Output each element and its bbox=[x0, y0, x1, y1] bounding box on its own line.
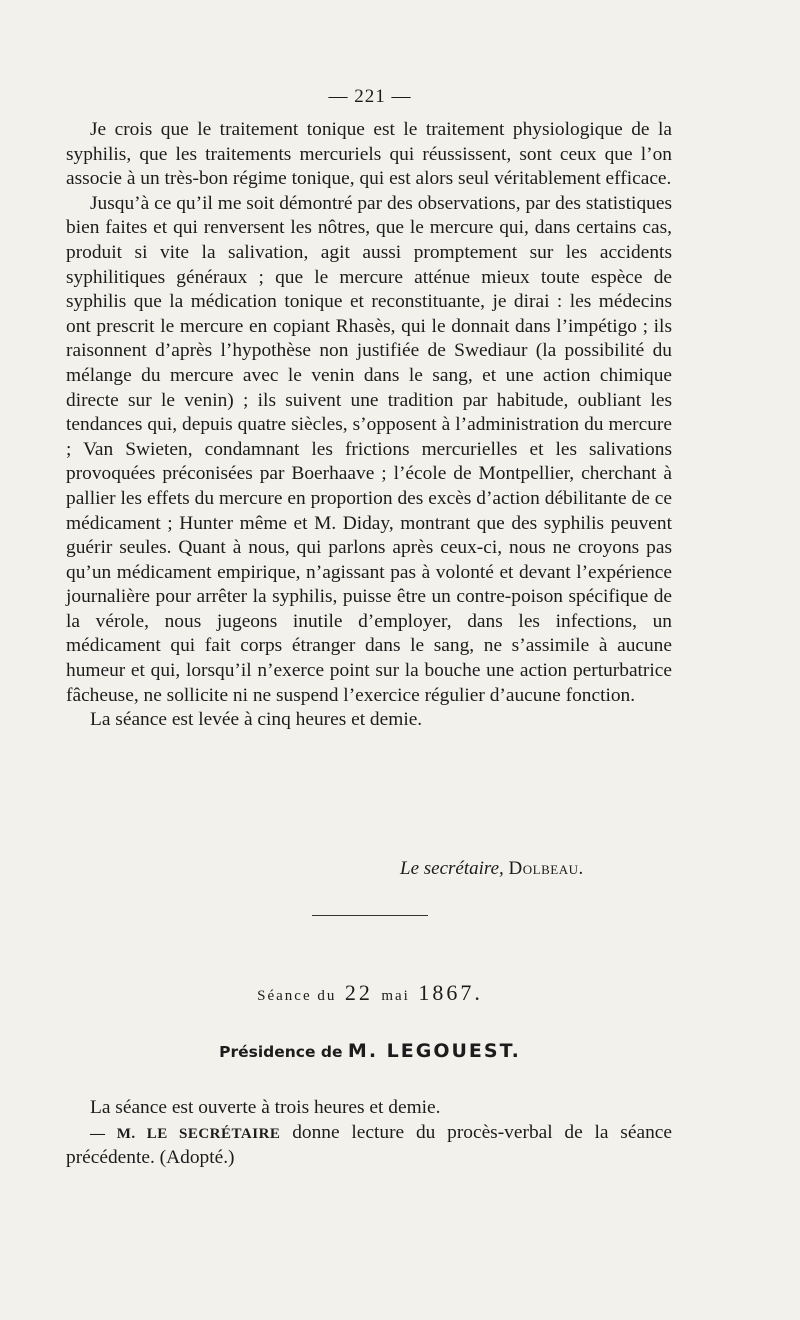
secretary-text: donne lecture du procès-verbal de la séance précédente. (Adopté.) bbox=[66, 1121, 672, 1169]
session-month: mai bbox=[381, 988, 410, 1004]
closing-text bbox=[66, 1096, 672, 1171]
presidence-heading bbox=[0, 1040, 740, 1062]
paragraph-mercury-argument: Jusqu’à ce qu’il me soit démontré par des observations, par des statistiques bien faites et qui renversent les nôtres, que le mercure qui, dans certains cas, produit si vite la salivation, agit aussi promptement sur les accidents syphilitiques généraux ; que le mercure atténue mieux toute espèce de syphilis que la médication tonique et reconstituante, je dirai : les médecins ont prescrit le mercure en copiant Rhasès, qui le donnait dans l’impétigo ; ils raisonnent d’après l’hypothèse non justifiée de Swediaur (la possibilité du mélange du mercure avec le venin dans le sang, et une action chimique directe sur le venin) ; ils suivent une tradition par habitude, oubliant les tendances qui, depuis quatre siècles, s’opposent à l’administration du mercure ; Van Swieten, condamnant les frictions mercurielles et les salivations provoquées préconisées par Boerhaave ; l’école de Montpellier, cherchant à pallier les effets du mercure en proportion des excès d’action débilitante de ce médicament ; Hunter même et M. Diday, montrant que des syphilis peuvent guérir seules. Quant à nous, qui parlons après ceux-ci, nous ne croyons pas qu’un médicament empirique, n’agissant pas à volonté et devant l’expérience journalière pour arrêter la syphilis, puisse être un contre-poison spécifique de la vérole, nous jugeons inutile d’employer, dans les infections, un médicament qui fait corps étranger dans le sang, ne s’assimile à aucune humeur et qui, lorsqu’il n’exerce point sur la bouche une action perturbatrice fâcheuse, ne sollicite ni ne suspend l’exercice régulier d’aucune fonction. bbox=[66, 192, 672, 706]
session-opening-line: La séance est ouverte à trois heures et demie. bbox=[90, 1097, 441, 1118]
section-divider bbox=[312, 915, 428, 916]
session-day: 22 bbox=[344, 980, 373, 1005]
presidence-name: M. LEGOUEST. bbox=[347, 1040, 521, 1062]
body-text bbox=[66, 118, 672, 733]
signature-name: Dolbeau. bbox=[508, 858, 584, 879]
presidence-label: Présidence de bbox=[219, 1043, 343, 1061]
paragraph-tonic-treatment: Je crois que le traitement tonique est le traitement physiologique de la syphilis, que les traitements mercuriels qui réussissent, sont ceux que l’on associe à un très-bon régime tonique, qui est alors seul véritablement efficace. bbox=[66, 119, 672, 190]
session-prefix: Séance du bbox=[257, 988, 337, 1004]
session-heading bbox=[0, 980, 740, 1006]
signature bbox=[400, 858, 584, 880]
secretary-label: — M. LE SECRÉTAIRE bbox=[90, 1125, 281, 1142]
session-year: 1867. bbox=[418, 980, 483, 1005]
secretary-line bbox=[66, 1121, 672, 1171]
page-number: — 221 — bbox=[328, 86, 412, 107]
signature-role: Le secrétaire, bbox=[400, 858, 504, 879]
paragraph-session-close: La séance est levée à cinq heures et demie. bbox=[90, 709, 423, 731]
